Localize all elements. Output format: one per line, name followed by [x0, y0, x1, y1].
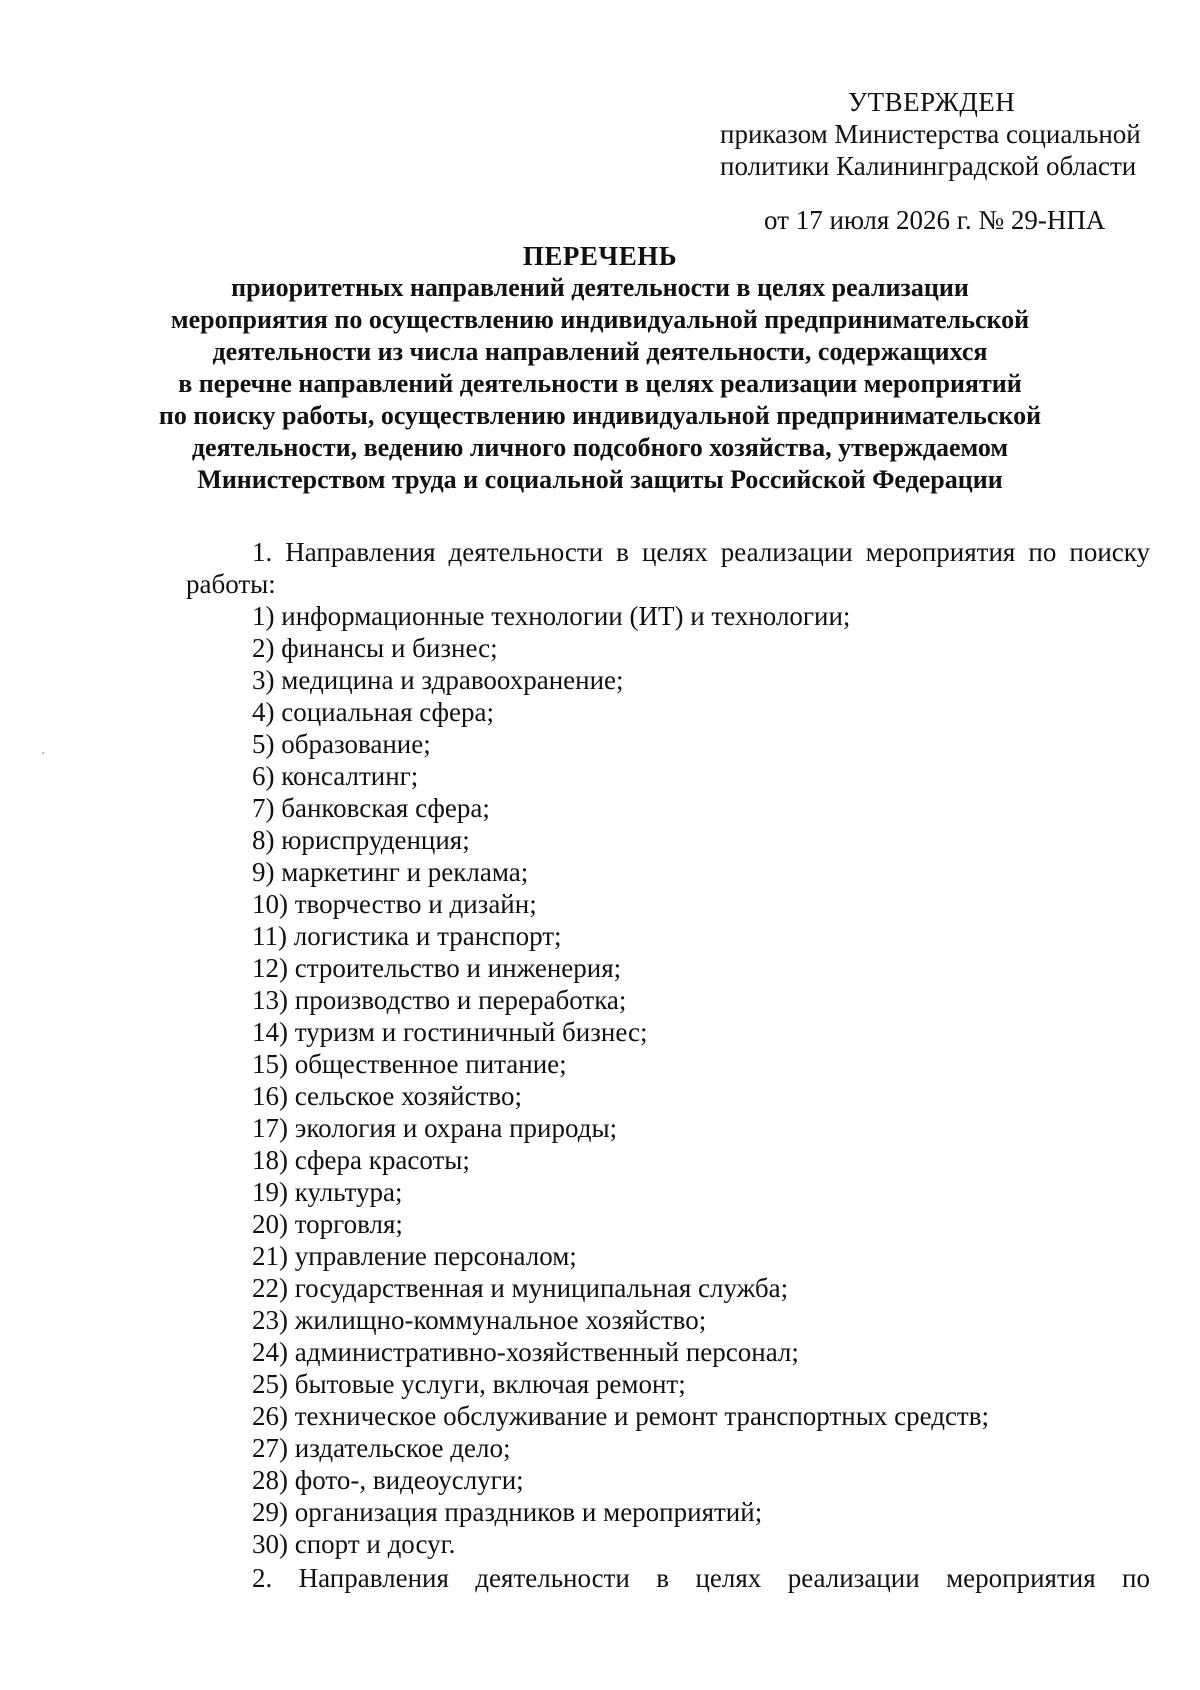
- list-item: 1) информационные технологии (ИТ) и технологии;: [252, 601, 851, 631]
- list-item: 10) творчество и дизайн;: [252, 889, 537, 919]
- list-item: 24) административно-хозяйственный персонал;: [252, 1337, 799, 1367]
- order-number: от 17 июля 2026 г. № 29-НПА: [764, 205, 1106, 235]
- list-item: 21) управление персоналом;: [252, 1241, 577, 1271]
- subtitle-line: в перечне направлений деятельности в целях реализации мероприятий: [178, 369, 1022, 398]
- list-item: 26) техническое обслуживание и ремонт транспортных средств;: [252, 1401, 989, 1431]
- subtitle-line: по поиску работы, осуществлению индивидуальной предпринимательской: [158, 401, 1042, 430]
- list-item: 29) организация праздников и мероприятий;: [252, 1497, 763, 1527]
- list-item: 11) логистика и транспорт;: [252, 921, 562, 951]
- list-item: 27) издательское дело;: [252, 1433, 511, 1463]
- scan-speck: [42, 752, 44, 754]
- approval-stamp: [720, 86, 1160, 236]
- approval-title: УТВЕРЖДЕН: [848, 87, 1016, 117]
- list-item: 6) консалтинг;: [252, 761, 419, 791]
- subtitle-line: мероприятия по осуществлению индивидуальной предпринимательской: [170, 305, 1030, 334]
- list-item: 7) банковская сфера;: [252, 793, 490, 823]
- list-item: 5) образование;: [252, 729, 431, 759]
- list-item: 25) бытовые услуги, включая ремонт;: [252, 1369, 686, 1399]
- list-item: 20) торговля;: [252, 1209, 403, 1239]
- document-heading: [150, 240, 1050, 496]
- list-item: 2) финансы и бизнес;: [252, 633, 498, 663]
- section-2-intro: 2. Направления деятельности в целях реализации мероприятия по: [252, 1563, 1150, 1593]
- list-item: 12) строительство и инженерия;: [252, 953, 622, 983]
- section-1-intro: 1. Направления деятельности в целях реализации мероприятия по поиску работы:: [186, 537, 1150, 599]
- list-item: 23) жилищно-коммунальное хозяйство;: [252, 1305, 707, 1335]
- document-subtitle: [150, 272, 1050, 496]
- document-body: [186, 536, 1150, 1594]
- list-item: 17) экология и охрана природы;: [252, 1113, 618, 1143]
- list-item: 15) общественное питание;: [252, 1049, 567, 1079]
- list-item: 18) сфера красоты;: [252, 1145, 470, 1175]
- approval-line: приказом Министерства социальной: [720, 119, 1141, 149]
- list-item: 9) маркетинг и реклама;: [252, 857, 529, 887]
- subtitle-line: приоритетных направлений деятельности в целях реализации: [231, 273, 969, 302]
- list-item: 22) государственная и муниципальная служба;: [252, 1273, 789, 1303]
- subtitle-line: деятельности, ведению личного подсобного хозяйства, утверждаемом: [191, 433, 1009, 462]
- list-item: 14) туризм и гостиничный бизнес;: [252, 1017, 648, 1047]
- list-item: 19) культура;: [252, 1177, 403, 1207]
- list-item: 8) юриспруденция;: [252, 825, 470, 855]
- list-item: 13) производство и переработка;: [252, 985, 627, 1015]
- document-type-title: ПЕРЕЧЕНЬ: [522, 241, 678, 271]
- section-1-list: [186, 600, 1150, 1560]
- list-item: 28) фото-, видеоуслуги;: [252, 1465, 524, 1495]
- list-item: 16) сельское хозяйство;: [252, 1081, 522, 1111]
- list-item: 3) медицина и здравоохранение;: [252, 665, 624, 695]
- list-item: 4) социальная сфера;: [252, 697, 495, 727]
- list-item: 30) спорт и досуг.: [252, 1529, 456, 1559]
- subtitle-line: Министерством труда и социальной защиты Российской Федерации: [197, 465, 1003, 494]
- approval-line: политики Калининградской области: [720, 151, 1137, 181]
- subtitle-line: деятельности из числа направлений деятельности, содержащихся: [212, 337, 988, 366]
